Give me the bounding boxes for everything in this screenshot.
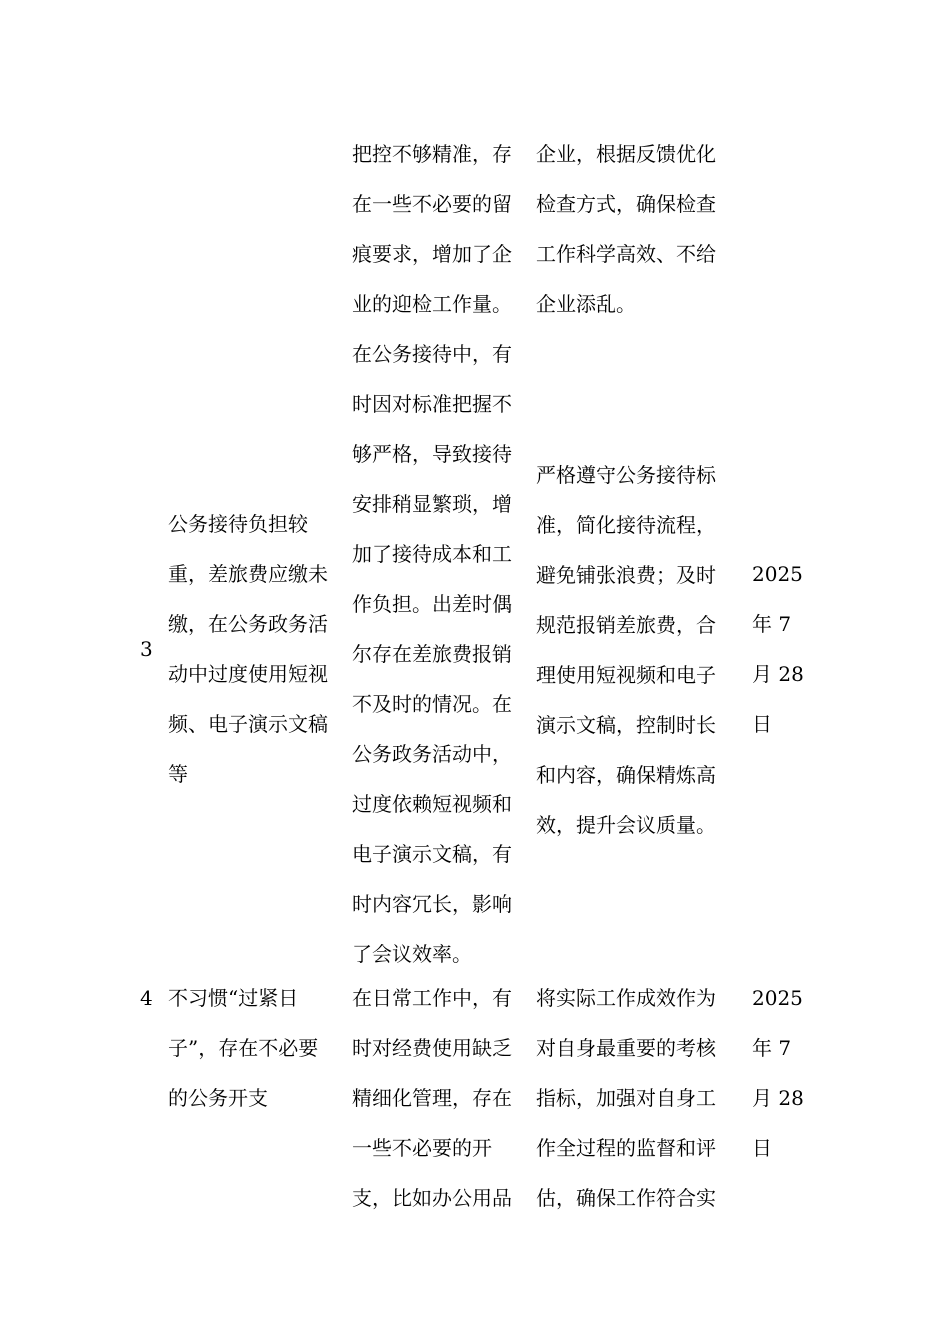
problem-description-cell: 在日常工作中，有 时对经费使用缺乏 精细化管理，存在 一些不必要的开 支，比如办公用品 (352, 986, 512, 1210)
problem-description-cell: 在公务接待中，有 时因对标准把握不 够严格，导致接待 安排稍显繁琐，增 加了接待成本和工 作负担。出差时偶 尔存在差旅费报销 不及时的情况。在 公务政务活动中， 过度依赖短视频和 电子演示文稿，有 时内容冗长，影响 了会议效率。 (352, 342, 512, 966)
deadline-cell: 2025 年 7 月 28 日 (752, 986, 804, 1160)
row-number-cell: 3 (140, 637, 153, 661)
problem-title-cell: 不习惯“过紧日 子”，存在不必要 的公务开支 (168, 986, 319, 1110)
rectification-measure-cell: 严格遵守公务接待标 准，简化接待流程， 避免铺张浪费；及时 规范报销差旅费，合 理使用短视频和电子 演示文稿，控制时长 和内容，确保精炼高 效，提升会议质量。 (536, 463, 716, 837)
rectification-measure-cell: 将实际工作成效作为 对自身最重要的考核 指标，加强对自身工 作全过程的监督和评 估，确保工作符合实 (536, 986, 716, 1210)
row-number-cell: 4 (140, 986, 153, 1010)
problem-description-cell: 把控不够精准，存 在一些不必要的留 痕要求，增加了企 业的迎检工作量。 (352, 142, 512, 316)
problem-title-cell: 公务接待负担较 重，差旅费应缴未 缴，在公务政务活 动中过度使用短视 频、电子演示文稿 等 (168, 512, 328, 786)
rectification-measure-cell: 企业，根据反馈优化 检查方式，确保检查 工作科学高效、不给 企业添乱。 (536, 142, 716, 316)
deadline-cell: 2025 年 7 月 28 日 (752, 562, 804, 736)
